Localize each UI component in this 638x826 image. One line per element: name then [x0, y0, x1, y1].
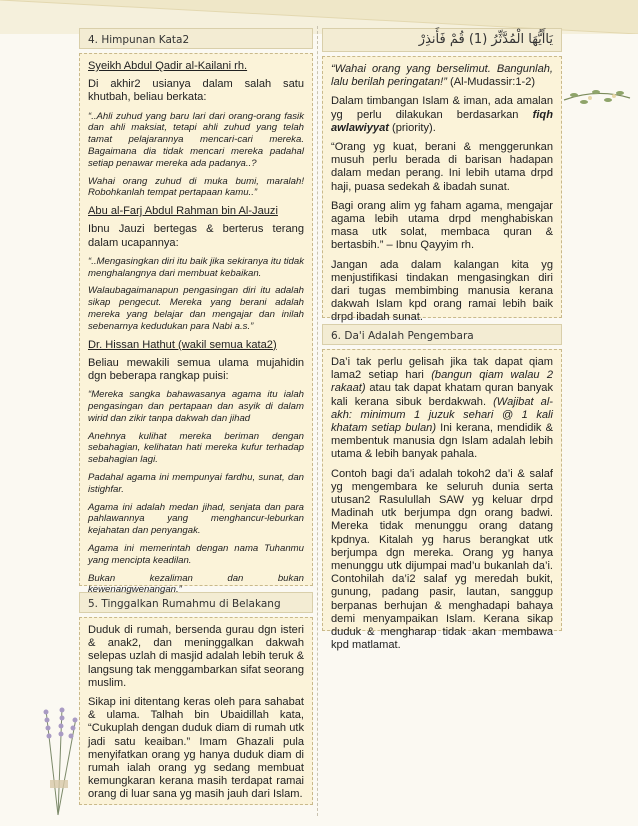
intro-hathut: Beliau mewakili semua ulama mujahidin dgn beberapa rangkap puisi:: [88, 356, 304, 382]
quran-verse-arabic: يَاأَيُّهَا الْمُدَّثِّرُ (1) قُمْ فَأَنذِرْ: [418, 32, 553, 47]
column-divider: [317, 26, 318, 816]
isolation-paragraph: Jangan ada dalam kalangan kita yg menjustifikasi tindakan mengasingkan diri dari tugas membimbing manusia kerana dakwah Islam kpd orang ramai lebih baik drpd ibadah sunat.: [331, 258, 553, 324]
quote-jauzi-1: “..Mengasingkan diri itu baik jika sekiranya itu tidak menghalangnya dari membuat kebaikan.: [88, 255, 304, 279]
priority-term: fiqh awlawiyyat: [331, 108, 553, 134]
section-4-box: [79, 53, 313, 596]
priority-text-a: Dalam timbangan Islam & iman, ada amalan yg perlu dilakukan berdasarkan: [331, 95, 553, 121]
section-5-para-1: Duduk di rumah, bersenda gurau dgn isteri & anak2, dan meninggalkan dakwah selepas uzlah di masjid adalah lebih teruk & langsung tak menggambarkan sifat seorang muslim.: [88, 624, 304, 689]
strong-person-paragraph: “Orang yg kuat, berani & menggerunkan musuh perlu berada di barisan hadapan dalam medan perang. Ini lebih utama drpd haji, puasa sedekah & ibadah sunat.: [331, 141, 553, 193]
s6-text-c: atau tak dapat khatam quran banyak kali kerana sibuk berdakwah.: [331, 382, 553, 408]
section-5-para-2: Sikap ini ditentang keras oleh para sahabat & ulama. Talhah bin Ubaidillah kata, “Cukuplah dengan duduk diam di rumah utk jadi satu keaiban.” Imam Ghazali pula menyifatkan orang yg hanya duduk diam di rumah ialah orang yg sedang membuat kemungkaran kerana masih terdapat ramai orang di luar sana yg masih jauh dari Islam.: [88, 696, 304, 801]
intro-jauzi: Ibnu Jauzi bertegas & berterus terang dalam ucapannya:: [88, 223, 304, 249]
poem-line-5: Agama ini memerintah dengan nama Tuhanmu yang mencipta keadilan.: [88, 542, 304, 566]
section-4-header: [79, 28, 313, 49]
scholar-name-hathut: Dr. Hissan Hathut (wakil semua kata2): [88, 338, 277, 351]
left-column: [79, 28, 313, 805]
scholar-name-kailani: Syeikh Abdul Qadir al-Kailani rh.: [88, 60, 248, 72]
floral-decoration-right-icon: [562, 78, 632, 118]
quote-jauzi-2: Walaubagaimanapun pengasingan diri itu adalah sikap pengecut. Mereka yang berani adalah mereka yang belajar dan mengajar dan inilah sebenarnya kedudukan para Nabi a.s.”: [88, 285, 304, 332]
section-5-box: [79, 617, 313, 805]
verse-quote: “Wahai orang yang berselimut. Bangunlah, lalu berilah peringatan!”: [331, 63, 553, 89]
section-6-header: [322, 324, 562, 345]
priority-text-c: (priority).: [388, 121, 436, 134]
s6-text-a: Da’i tak perlu gelisah jika tak dapat qiam lama2 setiap hari: [331, 356, 553, 382]
intro-kailani: Di akhir2 usianya dalam salah satu khutbah, beliau berkata:: [88, 78, 304, 104]
scholar-name-jauzi: Abu al-Farj Abdul Rahman bin Al-Jauzi: [88, 205, 278, 218]
scholar-paragraph: Bagi orang alim yg faham agama, mengajar agama lebih utama drpd menghabiskan masa utk solat, membaca quran & bertasbih.” – Ibnu Qayyim rh.: [331, 199, 553, 252]
verse-translation: [331, 63, 553, 89]
section-5-title: 5. Tinggalkan Rumahmu di Belakang: [88, 598, 281, 610]
s6-text-b: (bangun qiam walau 2 rakaat): [331, 369, 553, 395]
section-4-title: 4. Himpunan Kata2: [88, 34, 190, 46]
quote-kailani-2: Wahai orang zuhud di muka bumi, maralah! Robohkanlah tempat pertapaan kamu..”: [88, 175, 304, 199]
section-6-title: 6. Da'i Adalah Pengembara: [331, 330, 474, 342]
poem-line-4: Agama ini adalah medan jihad, senjata dan para pahlawannya yang menghancur-leburkan kejahatan dan penyangak.: [88, 501, 304, 537]
verse-reference: (Al-Mudassir:1-2): [446, 76, 536, 89]
poem-line-6: Bukan kezaliman dan bukan kewenangwenangan.”: [88, 572, 304, 596]
poem-line-3: Padahal agama ini mempunyai fardhu, sunat, dan istighfar.: [88, 471, 304, 495]
s6-text-e: Ini kerana, mendidik & membentuk manusia dgn Islam adalah lebih utama & lebih banyak pahala.: [331, 422, 553, 461]
section-6-para-2: Contoh bagi da’i adalah tokoh2 da’i & salaf yg mengembara ke seluruh dunia serta utusan2 Rasulullah SAW yg keluar drpd Madinah utk berjumpa dgn orang badwi. Mereka tidak menunggu orang datang kpdnya. Kitalah yg harus berangkat utk berjumpa dgn mereka. Orang yg hanya menunggu utk dijumpai mad’u bukanlah da’i. Contohilah da’i2 salaf yg meredah bukit, gunung, padang pasir, lautan, sanggup berpanas berhujan & menghadapi bahaya demi menyampaikan Islam. Kerana sikap duduk & mengharap tidak akan membawa kpd matlamat.: [331, 467, 553, 652]
s6-text-d: (Wajibat al-akh: minimum 1 juzuk sehari @ 1 kali khatam setiap bulan): [331, 395, 553, 435]
quote-kailani-1: “..Ahli zuhud yang baru lari dari orang-orang fasik dan ahli maksiat, tetapi ahli zuhud yang telah tamat pelajarannya mencari-cari mereka. Bagaimana dia tidak mencari mereka padahal setiap penawar mereka ada padanya..?: [88, 110, 304, 169]
right-column: [322, 28, 562, 652]
poem-line-2: Anehnya kulihat mereka beriman dengan sebahagian, kelihatan hati mereka kufur terhadap sebahagian lagi.: [88, 430, 304, 466]
section-6-box: [322, 349, 562, 652]
priority-paragraph: [331, 95, 553, 135]
quran-verse-header: [322, 28, 562, 52]
poem-line-1: “Mereka sangka bahawasanya agama itu ialah pengasingan dan pertapaan dan asyik di dalam wirid dan zikir tanpa dakwah dan jihad: [88, 389, 304, 424]
section-6-para-1: [331, 356, 553, 462]
right-intro-box: [322, 56, 562, 324]
lavender-decoration-icon: [28, 700, 88, 820]
